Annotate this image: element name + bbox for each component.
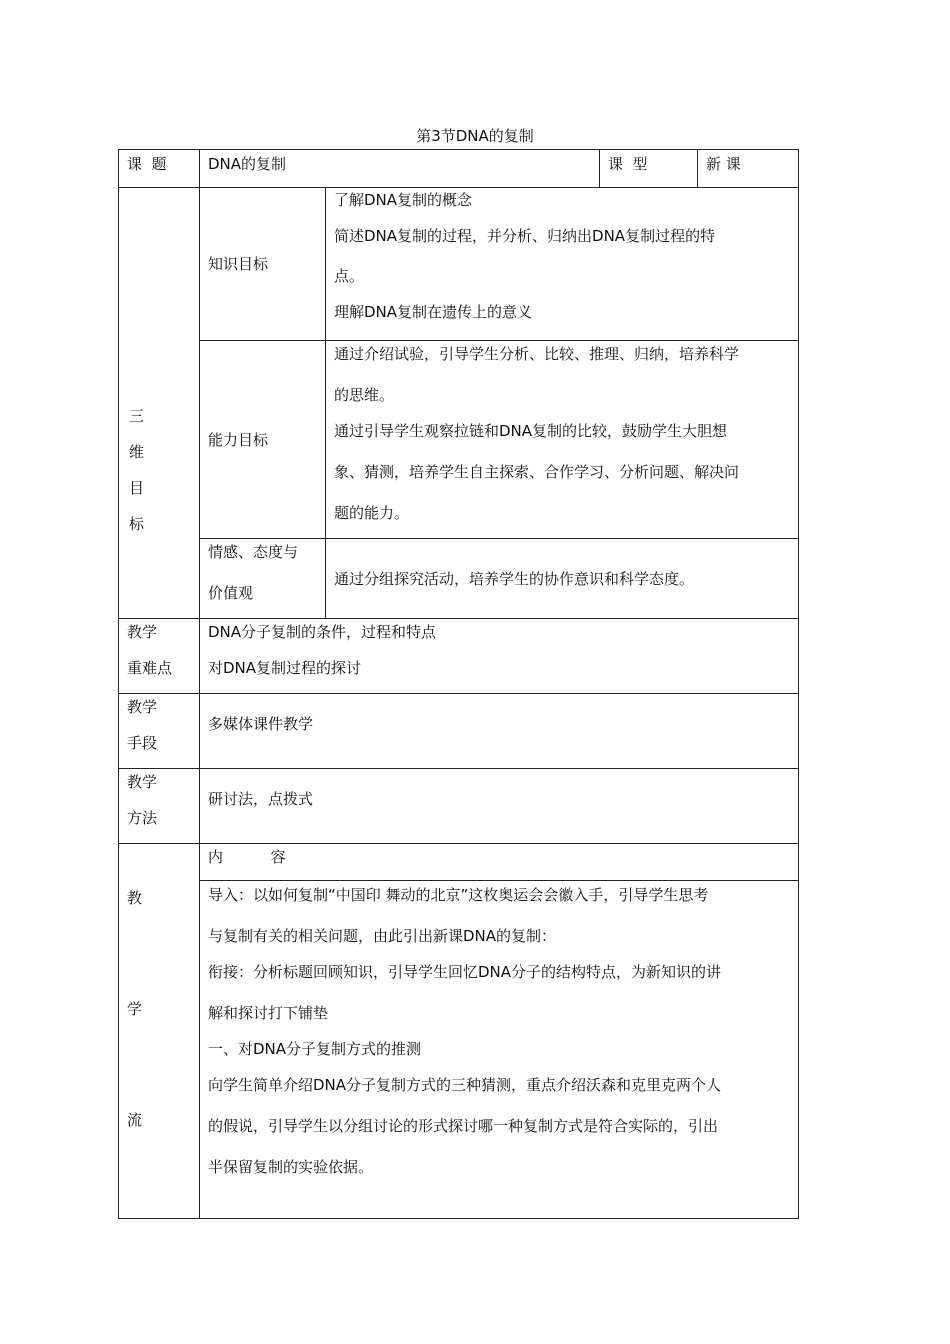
teaching-means-row bbox=[119, 694, 799, 769]
flow-line: 衔接：分析标题回顾知识，引导学生回忆DNA分子的结构特点，为新知识的讲 bbox=[208, 963, 722, 981]
flow-label-char: 教 bbox=[127, 889, 143, 907]
flow-content bbox=[200, 881, 799, 1219]
ability-line: 象、猜测，培养学生自主探索、合作学习、分析问题、解决问 bbox=[334, 463, 740, 481]
flow-label-char: 学 bbox=[127, 1000, 143, 1018]
knowledge-line: 简述DNA复制的过程，并分析、归纳出DNA复制过程的特 bbox=[334, 227, 716, 245]
teaching-method-label-line: 方法 bbox=[127, 809, 158, 827]
flow-content-row bbox=[119, 881, 799, 1219]
knowledge-line: 理解DNA复制在遗传上的意义 bbox=[334, 303, 533, 321]
topic-value: DNA的复制 bbox=[208, 155, 287, 173]
content-header: 内 容 bbox=[208, 848, 286, 866]
teaching-method-label-line: 教学 bbox=[127, 773, 158, 791]
emotion-goal-content bbox=[326, 539, 799, 619]
knowledge-goal-content bbox=[326, 188, 799, 341]
emotion-goal-text: 通过分组探究活动，培养学生的协作意识和科学态度。 bbox=[334, 569, 695, 588]
teaching-method-text: 研讨法，点拨式 bbox=[208, 790, 314, 808]
topic-row bbox=[119, 150, 799, 188]
teaching-means-label-line: 教学 bbox=[127, 698, 158, 716]
content-header-cell bbox=[200, 844, 799, 881]
teaching-method-row bbox=[119, 769, 799, 844]
flow-header-row bbox=[119, 844, 799, 881]
key-point-line: 对DNA复制过程的探讨 bbox=[208, 659, 362, 677]
teaching-means-text: 多媒体课件教学 bbox=[208, 715, 314, 733]
flow-line: 与复制有关的相关问题，由此引出新课DNA的复制： bbox=[208, 927, 557, 945]
topic-label: 课 题 bbox=[127, 155, 167, 173]
flow-line: 解和探讨打下铺垫 bbox=[208, 1004, 329, 1022]
goals-label-char: 标 bbox=[129, 515, 145, 533]
teaching-means-content bbox=[200, 694, 799, 769]
ability-line: 通过介绍试验，引导学生分析、比较、推理、归纳，培养科学 bbox=[334, 345, 740, 363]
type-value-cell bbox=[698, 150, 799, 188]
ability-goal-row bbox=[119, 341, 799, 539]
ability-goal-content bbox=[326, 341, 799, 539]
emotion-goal-label-cell bbox=[200, 539, 326, 619]
lesson-plan-table bbox=[118, 149, 799, 1219]
flow-line: 一、对DNA分子复制方式的推测 bbox=[208, 1040, 422, 1058]
ability-goal-label: 能力目标 bbox=[208, 430, 269, 449]
knowledge-goal-row bbox=[119, 188, 799, 341]
topic-label-cell bbox=[119, 150, 200, 188]
key-points-label-cell bbox=[119, 619, 200, 694]
goals-label-char: 维 bbox=[129, 443, 145, 461]
teaching-means-label-line: 手段 bbox=[127, 734, 158, 752]
ability-line: 的思维。 bbox=[334, 386, 395, 404]
key-points-content bbox=[200, 619, 799, 694]
teaching-method-content bbox=[200, 769, 799, 844]
type-label: 课 型 bbox=[608, 155, 648, 173]
key-points-label-line: 教学 bbox=[127, 623, 158, 641]
flow-label-char: 流 bbox=[127, 1111, 143, 1129]
teaching-flow-label-cell bbox=[119, 844, 200, 1219]
goals-label-char: 目 bbox=[129, 479, 145, 497]
topic-value-cell bbox=[200, 150, 600, 188]
flow-line: 的假说，引导学生以分组讨论的形式探讨哪一种复制方式是符合实际的，引出 bbox=[208, 1117, 719, 1135]
knowledge-line: 点。 bbox=[334, 267, 365, 285]
emotion-goal-row bbox=[119, 539, 799, 619]
flow-line: 半保留复制的实验依据。 bbox=[208, 1158, 374, 1176]
knowledge-line: 了解DNA复制的概念 bbox=[334, 191, 473, 209]
ability-goal-label-cell bbox=[200, 341, 326, 539]
type-label-cell bbox=[600, 150, 698, 188]
flow-line: 导入：以如何复制“中国印 舞动的北京”这枚奥运会会徽入手，引导学生思考 bbox=[208, 886, 709, 904]
document-title: 第3节DNA的复制 bbox=[416, 127, 534, 145]
teaching-method-label-cell bbox=[119, 769, 200, 844]
emotion-label-line: 价值观 bbox=[208, 584, 254, 602]
three-dimension-goals-label-cell bbox=[119, 188, 200, 619]
knowledge-goal-label-cell bbox=[200, 188, 326, 341]
ability-line: 通过引导学生观察拉链和DNA复制的比较，鼓励学生大胆想 bbox=[334, 422, 728, 440]
flow-line: 向学生简单介绍DNA分子复制方式的三种猜测，重点介绍沃森和克里克两个人 bbox=[208, 1076, 722, 1094]
goals-label-char: 三 bbox=[129, 407, 145, 425]
teaching-means-label-cell bbox=[119, 694, 200, 769]
key-point-line: DNA分子复制的条件，过程和特点 bbox=[208, 623, 437, 641]
emotion-label-line: 情感、态度与 bbox=[208, 543, 299, 561]
key-points-row bbox=[119, 619, 799, 694]
type-value: 新 课 bbox=[706, 155, 741, 173]
key-points-label-line: 重难点 bbox=[127, 659, 173, 677]
knowledge-goal-label: 知识目标 bbox=[208, 255, 269, 273]
ability-line: 题的能力。 bbox=[334, 504, 410, 522]
